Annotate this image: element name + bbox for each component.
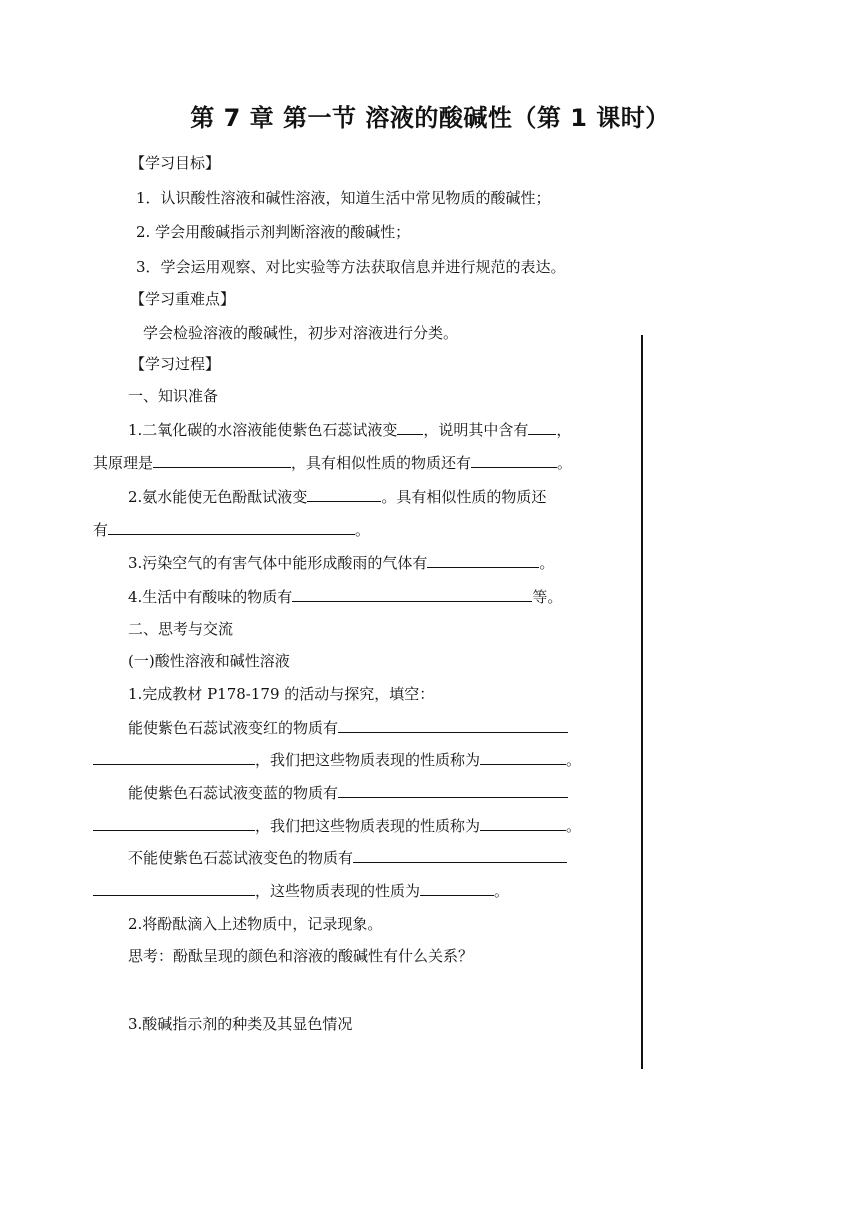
q1-text-c: ，	[556, 421, 572, 439]
none-line-1	[128, 847, 567, 869]
red-text-b: ，我们把这些物质表现的性质称为	[255, 751, 481, 769]
none-blank-1[interactable]	[353, 848, 567, 863]
red-line-2	[93, 749, 581, 771]
red-line-1	[128, 717, 568, 739]
page-title: 第 7 章 第一节 溶液的酸碱性（第 1 课时）	[190, 104, 670, 132]
blue-text-a: 能使紫色石蕊试液变蓝的物质有	[128, 784, 339, 802]
question-1-line-1	[128, 419, 571, 441]
q2-text-a: 2.氨水能使无色酚酞试液变	[128, 488, 308, 506]
q1-text-e: ，具有相似性质的物质还有	[291, 454, 472, 472]
q1-blank-4[interactable]	[471, 453, 557, 468]
task-1: 1.完成教材 P178-179 的活动与探究，填空：	[128, 685, 435, 703]
q1-blank-1[interactable]	[397, 420, 423, 435]
blue-line-2	[93, 815, 581, 837]
q2-text-c: 有	[93, 521, 109, 539]
q3-text-a: 3.污染空气的有害气体中能形成酸雨的气体有	[128, 554, 428, 572]
q1-text-b: ，说明其中含有	[423, 421, 529, 439]
q1-blank-2[interactable]	[528, 420, 556, 435]
red-blank-2[interactable]	[93, 750, 255, 765]
question-4	[128, 586, 562, 608]
q4-text-a: 4.生活中有酸味的物质有	[128, 588, 293, 606]
blue-line-1	[128, 782, 568, 804]
task-3: 3.酸碱指示剂的种类及其显色情况	[128, 1015, 353, 1033]
question-2-line-1	[128, 486, 546, 508]
q1-text-d: 其原理是	[93, 454, 154, 472]
q4-blank[interactable]	[292, 587, 532, 602]
section-knowledge-prep: 一、知识准备	[128, 387, 219, 405]
q2-blank-2[interactable]	[108, 520, 355, 535]
objective-item-2: 2. 学会用酸碱指示剂判断溶液的酸碱性；	[136, 223, 411, 241]
process-heading: 【学习过程】	[130, 355, 221, 373]
objectives-heading: 【学习目标】	[130, 154, 221, 172]
red-text-c: 。	[566, 751, 582, 769]
none-text-c: 。	[494, 882, 510, 900]
objective-item-1: 1．认识酸性溶液和碱性溶液，知道生活中常见物质的酸碱性；	[136, 189, 551, 207]
q1-text-a: 1.二氧化碳的水溶液能使紫色石蕊试液变	[128, 421, 398, 439]
question-3	[128, 552, 554, 574]
none-text-a: 不能使紫色石蕊试液变色的物质有	[128, 849, 354, 867]
q2-blank-1[interactable]	[307, 487, 381, 502]
q1-blank-3[interactable]	[153, 453, 291, 468]
key-points-text: 学会检验溶液的酸碱性，初步对溶液进行分类。	[143, 324, 459, 342]
q3-text-b: 。	[539, 554, 555, 572]
question-1-line-2	[93, 452, 572, 474]
none-text-b: ，这些物质表现的性质为	[255, 882, 421, 900]
blue-blank-2[interactable]	[93, 816, 255, 831]
objective-item-3: 3．学会运用观察、对比实验等方法获取信息并进行规范的表达。	[136, 258, 566, 276]
red-blank-3[interactable]	[480, 750, 566, 765]
vertical-divider	[641, 335, 643, 1069]
blue-text-b: ，我们把这些物质表现的性质称为	[255, 817, 481, 835]
q2-text-b: 。具有相似性质的物质还	[381, 488, 547, 506]
red-blank-1[interactable]	[338, 718, 568, 733]
none-blank-2[interactable]	[93, 881, 255, 896]
think-question: 思考：酚酞呈现的颜色和溶液的酸碱性有什么关系？	[128, 947, 474, 965]
q1-text-f: 。	[557, 454, 573, 472]
question-2-line-2	[93, 519, 370, 541]
q4-text-b: 等。	[532, 588, 563, 606]
blue-text-c: 。	[566, 817, 582, 835]
q2-text-d: 。	[355, 521, 371, 539]
section-think-exchange: 二、思考与交流	[128, 620, 234, 638]
subsection-acid-base: (一)酸性溶液和碱性溶液	[128, 652, 290, 670]
q3-blank[interactable]	[427, 553, 539, 568]
red-text-a: 能使紫色石蕊试液变红的物质有	[128, 719, 339, 737]
task-2: 2.将酚酞滴入上述物质中，记录现象。	[128, 915, 383, 933]
none-line-2	[93, 880, 509, 902]
key-points-heading: 【学习重难点】	[130, 290, 236, 308]
blue-blank-1[interactable]	[338, 783, 568, 798]
none-blank-3[interactable]	[420, 881, 494, 896]
blue-blank-3[interactable]	[480, 816, 566, 831]
